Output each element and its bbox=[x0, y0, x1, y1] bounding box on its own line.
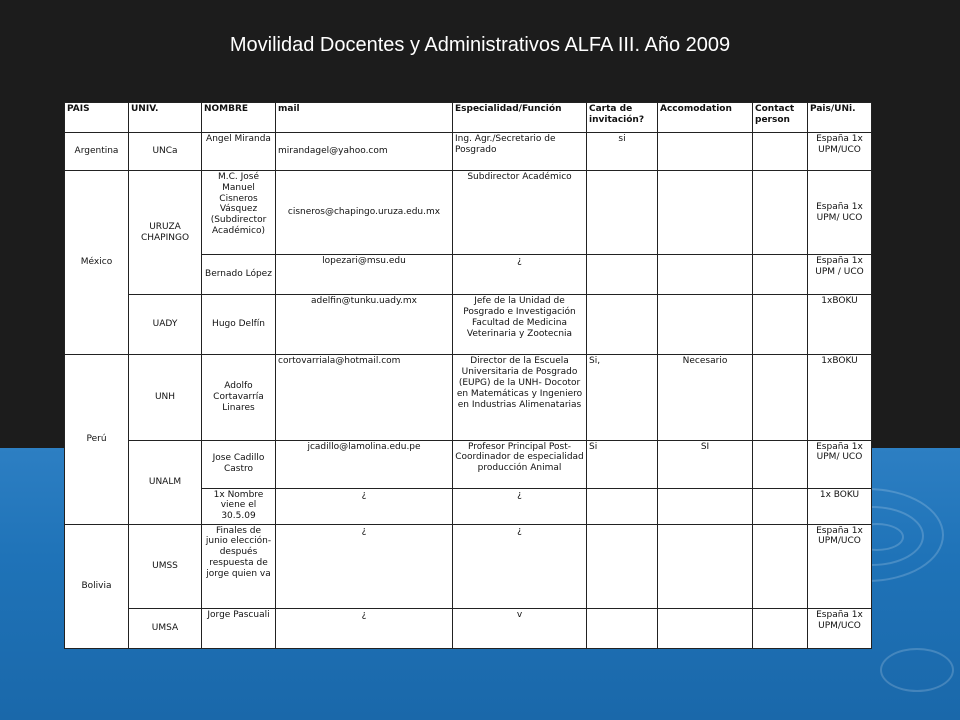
mail-cell: ¿ bbox=[276, 488, 453, 524]
accomodation-cell: Necesario bbox=[658, 355, 753, 440]
especialidad-cell: ¿ bbox=[453, 255, 587, 295]
mail-cell: ¿ bbox=[276, 608, 453, 648]
pais-uni-cell: 1xBOKU bbox=[808, 355, 872, 440]
univ-cell: UMSA bbox=[129, 608, 202, 648]
mail-cell: lopezari@msu.edu bbox=[276, 255, 453, 295]
header-cell: PAIS bbox=[65, 103, 129, 133]
header-cell: Accomodation bbox=[658, 103, 753, 133]
header-cell: Pais/UNi. bbox=[808, 103, 872, 133]
nombre-cell: 1x Nombre viene el 30.5.09 bbox=[202, 488, 276, 524]
univ-cell: UNALM bbox=[129, 440, 202, 524]
especialidad-cell: ¿ bbox=[453, 524, 587, 608]
accomodation-cell: SI bbox=[658, 440, 753, 488]
contact-cell bbox=[753, 171, 808, 255]
nombre-cell: Finales de junio elección- después respuesta de jorge quien va bbox=[202, 524, 276, 608]
univ-cell: UMSS bbox=[129, 524, 202, 608]
nombre-cell: M.C. José Manuel Cisneros Vásquez (Subdirector Académico) bbox=[202, 171, 276, 255]
table-row bbox=[65, 171, 872, 255]
pais-cell: Argentinа bbox=[65, 133, 129, 171]
carta-cell bbox=[587, 255, 658, 295]
header-cell: Especialidad/Función bbox=[453, 103, 587, 133]
contact-cell bbox=[753, 295, 808, 355]
accomodation-cell bbox=[658, 295, 753, 355]
table-row bbox=[65, 524, 872, 608]
carta-cell bbox=[587, 488, 658, 524]
especialidad-cell: Profesor Principal Post- Coordinador de especialidad producción Animal bbox=[453, 440, 587, 488]
especialidad-cell: Subdirector Académico bbox=[453, 171, 587, 255]
pais-uni-cell: España 1x UPM/ UCO bbox=[808, 171, 872, 255]
mail-cell: cortovarriala@hotmail.com bbox=[276, 355, 453, 440]
especialidad-cell: v bbox=[453, 608, 587, 648]
carta-cell bbox=[587, 295, 658, 355]
nombre-cell: Angel Miranda bbox=[202, 133, 276, 171]
header-cell: NOMBRE bbox=[202, 103, 276, 133]
pais-cell: México bbox=[65, 171, 129, 355]
carta-cell bbox=[587, 524, 658, 608]
contact-cell bbox=[753, 524, 808, 608]
contact-cell bbox=[753, 355, 808, 440]
table-row bbox=[65, 295, 872, 355]
slide-title: Movilidad Docentes y Administrativos ALFA III. Año 2009 bbox=[229, 34, 731, 56]
mail-cell: jcadillo@lamolina.edu.pe bbox=[276, 440, 453, 488]
pais-uni-cell: 1x BOKU bbox=[808, 488, 872, 524]
header-cell: Contact person bbox=[753, 103, 808, 133]
table-row bbox=[65, 355, 872, 440]
nombre-cell: Bernado López bbox=[202, 255, 276, 295]
table-row bbox=[65, 133, 872, 171]
mail-cell: mirandagel@yahoo.com bbox=[276, 133, 453, 171]
contact-cell bbox=[753, 440, 808, 488]
mail-cell: cisneros@chapingo.uruza.edu.mx bbox=[276, 171, 453, 255]
pais-cell: Perú bbox=[65, 355, 129, 524]
accomodation-cell bbox=[658, 524, 753, 608]
especialidad-cell: Ing. Agr./Secretario de Posgrado bbox=[453, 133, 587, 171]
pais-uni-cell: España 1x UPM / UCO bbox=[808, 255, 872, 295]
contact-cell bbox=[753, 488, 808, 524]
accomodation-cell bbox=[658, 171, 753, 255]
carta-cell bbox=[587, 171, 658, 255]
nombre-cell: Hugo Delfín bbox=[202, 295, 276, 355]
table-row bbox=[65, 440, 872, 488]
header-cell: Carta de invitación? bbox=[587, 103, 658, 133]
contact-cell bbox=[753, 608, 808, 648]
pais-uni-cell: 1xBOKU bbox=[808, 295, 872, 355]
contact-cell bbox=[753, 255, 808, 295]
accomodation-cell bbox=[658, 608, 753, 648]
nombre-cell: Adolfo Cortavarría Linares bbox=[202, 355, 276, 440]
especialidad-cell: Jefe de la Unidad de Posgrado e Investigación Facultad de Medicina Veterinaria y Zootecnia bbox=[453, 295, 587, 355]
univ-cell: UNH bbox=[129, 355, 202, 440]
accomodation-cell bbox=[658, 133, 753, 171]
accomodation-cell bbox=[658, 255, 753, 295]
univ-cell: UNCa bbox=[129, 133, 202, 171]
mail-cell: ¿ bbox=[276, 524, 453, 608]
pais-uni-cell: España 1x UPM/UCO bbox=[808, 524, 872, 608]
carta-cell: Si bbox=[587, 440, 658, 488]
header-row bbox=[65, 103, 872, 133]
especialidad-cell: Director de la Escuela Universitaria de Posgrado (EUPG) de la UNH- Docotor en Matemáticas y Ingeniero en Industrias Alimenatarias bbox=[453, 355, 587, 440]
univ-cell: URUZA CHAPINGO bbox=[129, 171, 202, 295]
univ-cell: UADY bbox=[129, 295, 202, 355]
pais-uni-cell: España 1x UPM/UCO bbox=[808, 133, 872, 171]
pais-uni-cell: España 1x UPM/UCO bbox=[808, 608, 872, 648]
nombre-cell: Jose Cadillo Castro bbox=[202, 440, 276, 488]
table-row bbox=[65, 608, 872, 648]
mail-cell: adelfin@tunku.uady.mx bbox=[276, 295, 453, 355]
carta-cell: Si, bbox=[587, 355, 658, 440]
carta-cell bbox=[587, 608, 658, 648]
header-cell: UNIV. bbox=[129, 103, 202, 133]
accomodation-cell bbox=[658, 488, 753, 524]
nombre-cell: Jorge Pascuali bbox=[202, 608, 276, 648]
ripple-decoration bbox=[880, 648, 954, 692]
mobility-table bbox=[64, 102, 871, 649]
contact-cell bbox=[753, 133, 808, 171]
especialidad-cell: ¿ bbox=[453, 488, 587, 524]
header-cell: mail bbox=[276, 103, 453, 133]
pais-uni-cell: España 1x UPM/ UCO bbox=[808, 440, 872, 488]
pais-cell: Bolivia bbox=[65, 524, 129, 648]
carta-cell: si bbox=[587, 133, 658, 171]
